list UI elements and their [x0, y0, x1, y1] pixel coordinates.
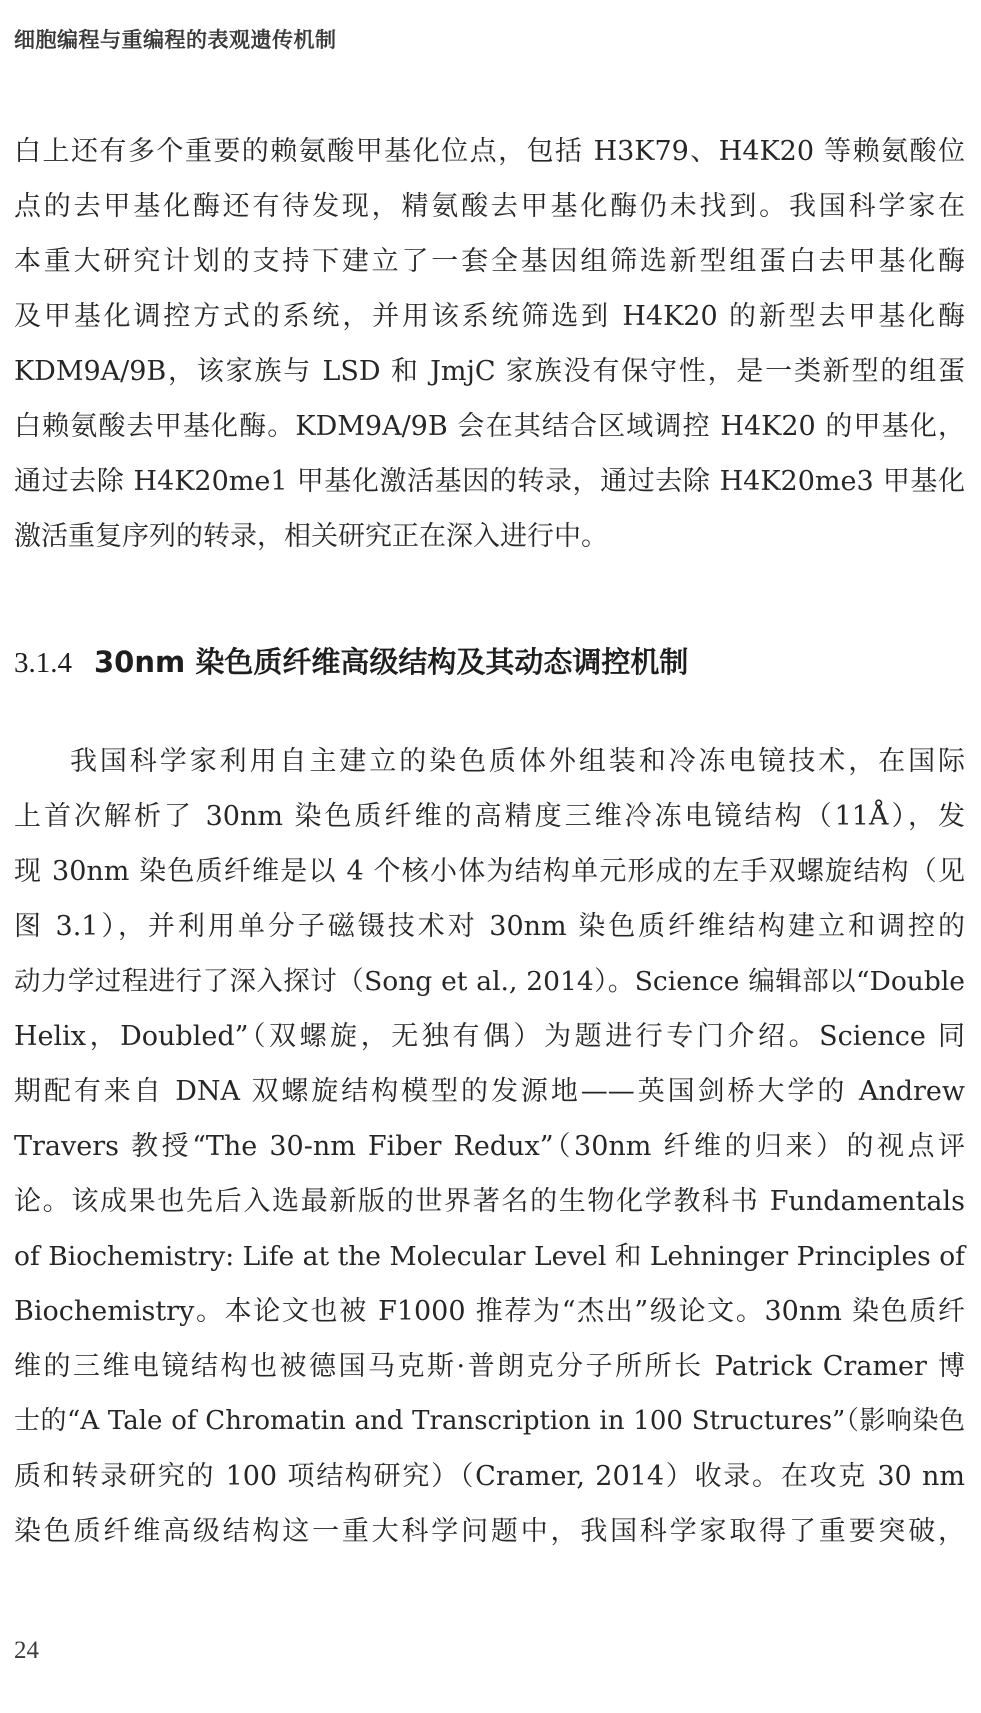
- text-line: 我国科学家利用自主建立的染色质体外组装和冷冻电镜技术，在国际: [70, 746, 965, 777]
- text-line: 激活重复序列的转录，相关研究正在深入进行中。: [14, 521, 608, 552]
- text-line: 染色质纤维高级结构这一重大科学问题中，我国科学家取得了重要突破，: [14, 1516, 965, 1547]
- text-line: KDM9A/9B，该家族与 LSD 和 JmjC 家族没有保守性，是一类新型的组蛋: [14, 356, 965, 387]
- text-line: Travers 教授“The 30-nm Fiber Redux”（30nm 纤维的归来）的视点评: [14, 1131, 965, 1162]
- text-line: 动力学过程进行了深入探讨（Song et al., 2014）。Science 编辑部以“Double: [14, 966, 965, 997]
- text-line: 白上还有多个重要的赖氨酸甲基化位点，包括 H3K79、H4K20 等赖氨酸位: [14, 136, 965, 167]
- paragraph-continued: [14, 124, 965, 564]
- text-line: of Biochemistry: Life at the Molecular Level 和 Lehninger Principles of: [14, 1241, 965, 1272]
- text-line: Biochemistry。本论文也被 F1000 推荐为“杰出”级论文。30nm 染色质纤: [14, 1296, 965, 1327]
- text-line: 维的三维电镜结构也被德国马克斯·普朗克分子所所长 Patrick Cramer 博: [14, 1351, 965, 1382]
- text-line: 本重大研究计划的支持下建立了一套全基因组筛选新型组蛋白去甲基化酶: [14, 246, 965, 277]
- text-line: 图 3.1），并利用单分子磁镊技术对 30nm 染色质纤维结构建立和调控的: [14, 911, 965, 942]
- text-line: 通过去除 H4K20me1 甲基化激活基因的转录，通过去除 H4K20me3 甲基化: [14, 466, 965, 497]
- text-line: 上首次解析了 30nm 染色质纤维的高精度三维冷冻电镜结构（11Å），发: [14, 801, 965, 832]
- text-line: 期配有来自 DNA 双螺旋结构模型的发源地——英国剑桥大学的 Andrew: [14, 1076, 965, 1107]
- text-line: 士的“A Tale of Chromatin and Transcription in 100 Structures”（影响染色: [14, 1406, 965, 1436]
- text-line: 点的去甲基化酶还有待发现，精氨酸去甲基化酶仍未找到。我国科学家在: [14, 191, 965, 222]
- text-line: 质和转录研究的 100 项结构研究）（Cramer, 2014）收录。在攻克 30 nm: [14, 1461, 965, 1492]
- text-line: 现 30nm 染色质纤维是以 4 个核小体为结构单元形成的左手双螺旋结构（见: [14, 856, 965, 887]
- section-heading: [14, 640, 688, 681]
- paragraph-main: [14, 734, 965, 1559]
- text-line: 及甲基化调控方式的系统，并用该系统筛选到 H4K20 的新型去甲基化酶: [14, 301, 965, 332]
- running-header: 细胞编程与重编程的表观遗传机制: [14, 28, 337, 52]
- text-line: 白赖氨酸去甲基化酶。KDM9A/9B 会在其结合区域调控 H4K20 的甲基化，: [14, 411, 965, 442]
- section-number: 3.1.4: [14, 647, 72, 679]
- text-line: Helix，Doubled”（双螺旋，无独有偶）为题进行专门介绍。Science 同: [14, 1021, 965, 1052]
- text-line: 论。该成果也先后入选最新版的世界著名的生物化学教科书 Fundamentals: [14, 1186, 965, 1217]
- page-number: 24: [14, 1637, 39, 1664]
- section-title: 30nm 染色质纤维高级结构及其动态调控机制: [94, 645, 689, 679]
